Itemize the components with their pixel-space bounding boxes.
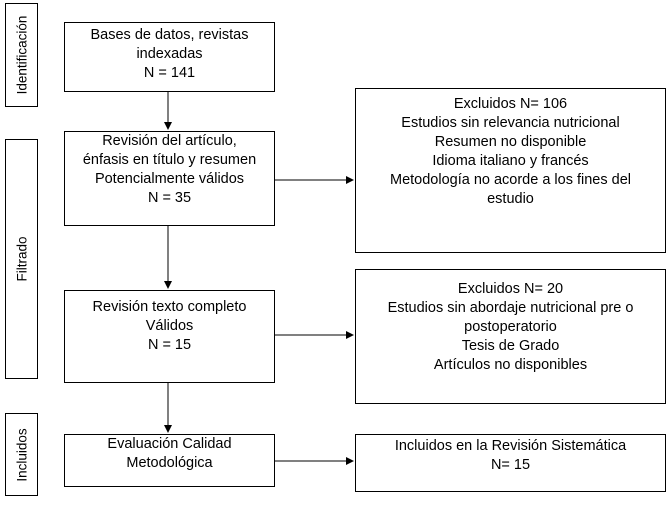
box-excluidos-20 <box>355 269 666 404</box>
box-incluidos-revision <box>355 434 666 492</box>
stage-filtrado <box>5 139 38 379</box>
excluidos-20-line-1: Excluidos N= 20 <box>457 281 564 297</box>
revision-articulo-line-4: N = 35 <box>147 190 192 206</box>
revision-articulo-line-1: Revisión del artículo, <box>102 133 237 149</box>
box-excluidos-106 <box>355 88 666 253</box>
box-revision-texto <box>64 290 275 383</box>
bases-line-3: N = 141 <box>143 65 196 81</box>
excluidos-106-line-5: Metodología no acorde a los fines del <box>389 172 632 188</box>
stage-identificacion-label: Identificación <box>14 15 29 95</box>
box-bases-de-datos <box>64 22 275 92</box>
revision-texto-line-3: N = 15 <box>147 337 192 353</box>
excluidos-20-line-2: Estudios sin abordaje nutricional pre o <box>387 300 634 316</box>
stage-filtrado-label: Filtrado <box>14 236 29 282</box>
box-evaluacion-calidad <box>64 434 275 487</box>
evaluacion-line-1: Evaluación Calidad <box>107 436 232 452</box>
stage-incluidos <box>5 413 38 496</box>
excluidos-106-line-4: Idioma italiano y francés <box>432 153 589 169</box>
box-revision-articulo <box>64 131 275 226</box>
excluidos-106-line-6: estudio <box>487 191 534 207</box>
excluidos-106-line-2: Estudios sin relevancia nutricional <box>401 115 620 131</box>
bases-line-2: indexadas <box>136 46 203 62</box>
excluidos-20-line-4: Tesis de Grado <box>461 338 560 354</box>
stage-incluidos-label: Incluidos <box>14 427 29 482</box>
evaluacion-line-2: Metodológica <box>126 455 213 471</box>
excluidos-20-line-3: postoperatorio <box>464 319 557 335</box>
bases-line-1: Bases de datos, revistas <box>90 27 249 43</box>
incluidos-line-1: Incluidos en la Revisión Sistemática <box>394 438 627 454</box>
stage-identificacion <box>5 3 38 107</box>
excluidos-106-line-3: Resumen no disponible <box>434 134 587 150</box>
excluidos-20-line-5: Artículos no disponibles <box>433 357 588 373</box>
excluidos-106-line-1: Excluidos N= 106 <box>453 96 568 112</box>
revision-texto-line-2: Válidos <box>145 318 194 334</box>
revision-articulo-line-3: Potencialmente válidos <box>94 171 245 187</box>
incluidos-line-2: N= 15 <box>490 457 531 473</box>
revision-articulo-line-2: énfasis en título y resumen <box>82 152 257 168</box>
revision-texto-line-1: Revisión texto completo <box>92 299 247 315</box>
